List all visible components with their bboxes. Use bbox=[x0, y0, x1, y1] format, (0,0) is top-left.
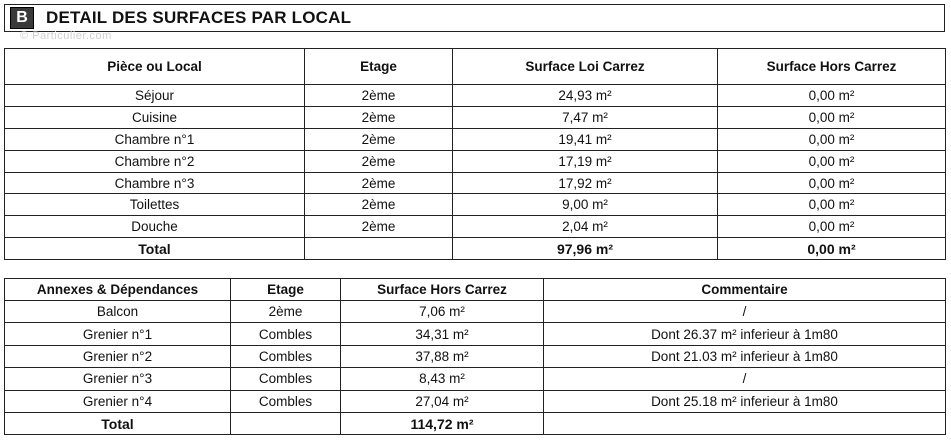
table-cell: / bbox=[544, 301, 946, 323]
table-cell: 0,00 m² bbox=[718, 216, 946, 238]
annexes-table bbox=[4, 278, 946, 435]
table-cell: Dont 21.03 m² inferieur à 1m80 bbox=[544, 345, 946, 367]
total-cell bbox=[305, 238, 453, 260]
table-cell: 34,31 m² bbox=[341, 323, 544, 345]
table-row bbox=[5, 345, 946, 367]
table-row bbox=[5, 301, 946, 323]
table-cell: Séjour bbox=[5, 85, 305, 107]
table-cell: 2,04 m² bbox=[453, 216, 718, 238]
watermark: © Particulier.com bbox=[20, 30, 112, 42]
table-cell: Chambre n°3 bbox=[5, 172, 305, 194]
table-cell: 2ème bbox=[305, 85, 453, 107]
table-cell: Dont 26.37 m² inferieur à 1m80 bbox=[544, 323, 946, 345]
table-cell: Cuisine bbox=[5, 106, 305, 128]
table-cell: 0,00 m² bbox=[718, 128, 946, 150]
table-cell: Grenier n°4 bbox=[5, 390, 231, 412]
annexes-column-header: Surface Hors Carrez bbox=[341, 279, 544, 301]
total-row bbox=[5, 238, 946, 260]
table-row bbox=[5, 323, 946, 345]
table-cell: 17,92 m² bbox=[453, 172, 718, 194]
table-cell: 0,00 m² bbox=[718, 150, 946, 172]
table-row bbox=[5, 85, 946, 107]
table-cell: Grenier n°3 bbox=[5, 368, 231, 390]
table-row bbox=[5, 106, 946, 128]
section-title: DETAIL DES SURFACES PAR LOCAL bbox=[46, 8, 352, 27]
table-cell: Combles bbox=[231, 390, 341, 412]
table-cell: 2ème bbox=[305, 128, 453, 150]
table-cell: 0,00 m² bbox=[718, 172, 946, 194]
table-cell: 7,06 m² bbox=[341, 301, 544, 323]
table-cell: Dont 25.18 m² inferieur à 1m80 bbox=[544, 390, 946, 412]
table-row bbox=[5, 368, 946, 390]
rooms-column-header: Surface Loi Carrez bbox=[453, 49, 718, 85]
table-cell: Chambre n°1 bbox=[5, 128, 305, 150]
total-cell: 114,72 m² bbox=[341, 412, 544, 434]
rooms-table bbox=[4, 48, 946, 260]
rooms-table-header bbox=[5, 49, 946, 85]
table-cell: Combles bbox=[231, 345, 341, 367]
table-row bbox=[5, 216, 946, 238]
table-cell: 0,00 m² bbox=[718, 106, 946, 128]
table-cell: 0,00 m² bbox=[718, 85, 946, 107]
table-cell: 9,00 m² bbox=[453, 194, 718, 216]
table-row bbox=[5, 194, 946, 216]
rooms-column-header: Surface Hors Carrez bbox=[718, 49, 946, 85]
total-cell: 97,96 m² bbox=[453, 238, 718, 260]
table-row bbox=[5, 150, 946, 172]
table-cell: Grenier n°1 bbox=[5, 323, 231, 345]
table-cell: Chambre n°2 bbox=[5, 150, 305, 172]
table-cell: 8,43 m² bbox=[341, 368, 544, 390]
annexes-column-header: Annexes & Dépendances bbox=[5, 279, 231, 301]
total-cell: Total bbox=[5, 412, 231, 434]
total-cell: Total bbox=[5, 238, 305, 260]
annexes-column-header: Commentaire bbox=[544, 279, 946, 301]
total-cell: 0,00 m² bbox=[718, 238, 946, 260]
total-row bbox=[5, 412, 946, 434]
total-cell bbox=[544, 412, 946, 434]
table-cell: Grenier n°2 bbox=[5, 345, 231, 367]
section-header bbox=[4, 4, 945, 32]
rooms-column-header: Pièce ou Local bbox=[5, 49, 305, 85]
table-row bbox=[5, 172, 946, 194]
rooms-column-header: Etage bbox=[305, 49, 453, 85]
table-cell: Balcon bbox=[5, 301, 231, 323]
table-cell: 19,41 m² bbox=[453, 128, 718, 150]
table-cell: 2ème bbox=[305, 216, 453, 238]
table-cell: 2ème bbox=[231, 301, 341, 323]
table-cell: 37,88 m² bbox=[341, 345, 544, 367]
table-row bbox=[5, 128, 946, 150]
table-cell: 24,93 m² bbox=[453, 85, 718, 107]
table-cell: Combles bbox=[231, 323, 341, 345]
annexes-table-header bbox=[5, 279, 946, 301]
table-cell: 2ème bbox=[305, 194, 453, 216]
total-cell bbox=[231, 412, 341, 434]
table-cell: 2ème bbox=[305, 106, 453, 128]
table-cell: 0,00 m² bbox=[718, 194, 946, 216]
table-cell: Combles bbox=[231, 368, 341, 390]
table-cell: Douche bbox=[5, 216, 305, 238]
annexes-column-header: Etage bbox=[231, 279, 341, 301]
table-cell: Toilettes bbox=[5, 194, 305, 216]
table-row bbox=[5, 390, 946, 412]
table-cell: 2ème bbox=[305, 150, 453, 172]
table-cell: 27,04 m² bbox=[341, 390, 544, 412]
table-cell: 2ème bbox=[305, 172, 453, 194]
table-cell: / bbox=[544, 368, 946, 390]
table-cell: 17,19 m² bbox=[453, 150, 718, 172]
section-badge: B bbox=[10, 7, 34, 29]
table-cell: 7,47 m² bbox=[453, 106, 718, 128]
